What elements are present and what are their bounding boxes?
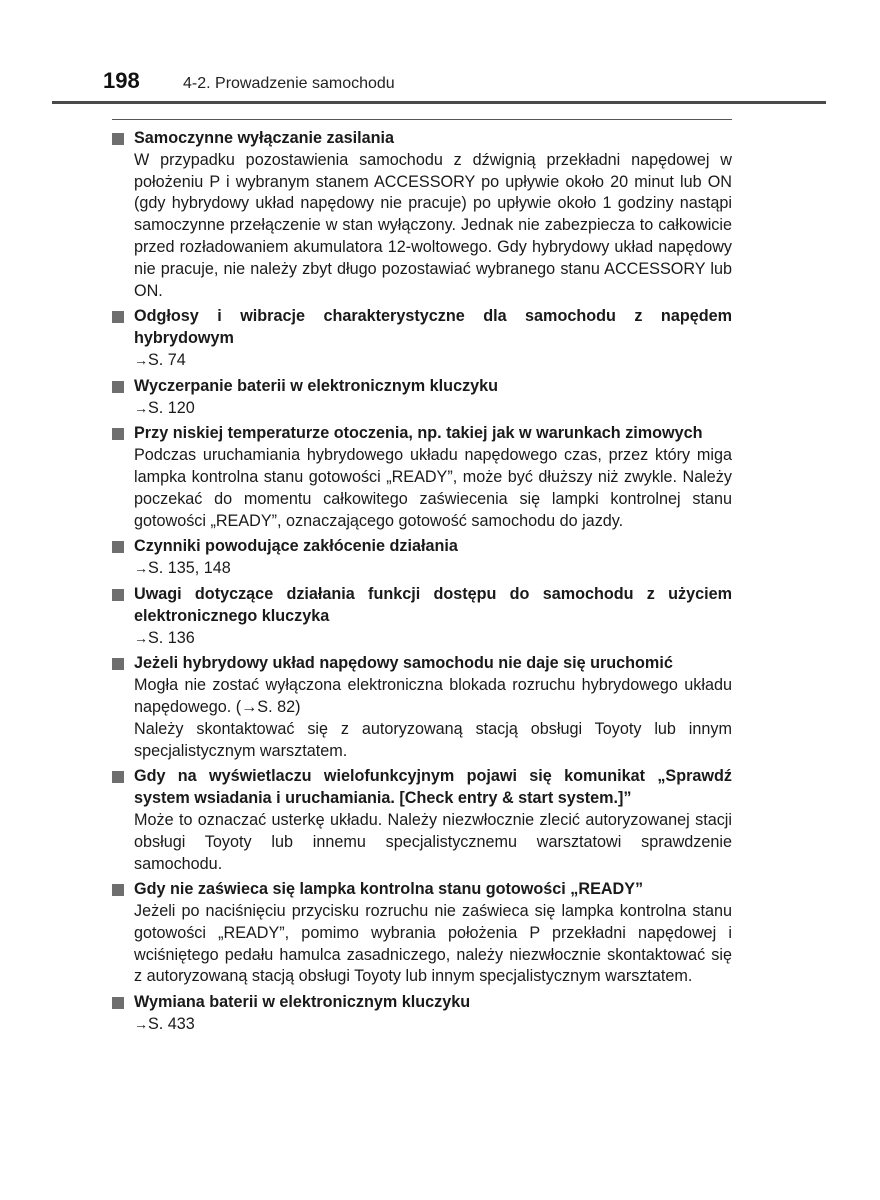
- item-heading: [112, 376, 732, 398]
- square-bullet-icon: [112, 428, 124, 440]
- right-arrow-icon: →: [134, 629, 148, 646]
- item-heading: [112, 584, 732, 628]
- page-number: 198: [103, 68, 140, 93]
- item-heading: [112, 992, 732, 1014]
- reference-text: S. 136: [148, 628, 195, 647]
- item-title: Jeżeli hybrydowy układ napędowy samochodu nie daje się uruchomić: [134, 654, 673, 673]
- square-bullet-icon: [112, 381, 124, 393]
- item-body: [134, 810, 732, 875]
- item-title: Wyczerpanie baterii w elektronicznym kluczyku: [134, 376, 499, 395]
- content-divider: [112, 119, 732, 120]
- section-item: [112, 992, 732, 1036]
- item-title: Uwagi dotyczące działania funkcji dostępu do samochodu z użyciem elektronicznego kluczyka: [134, 584, 732, 625]
- body-paragraph: Może to oznaczać usterkę układu. Należy niezwłocznie zlecić autoryzowanej stacji obsługi Toyoty lub innemu specjalistycznemu warsztatowi sprawdzenie samochodu.: [134, 810, 732, 873]
- item-title: Samoczynne wyłączanie zasilania: [134, 129, 395, 147]
- item-title: Gdy nie zaświeca się lampka kontrolna stanu gotowości „READY”: [134, 880, 644, 899]
- item-title: Przy niskiej temperaturze otoczenia, np. takiej jak w warunkach zimowych: [134, 424, 703, 443]
- item-heading: [112, 306, 732, 350]
- page-header: [0, 0, 880, 104]
- page-reference: [134, 350, 732, 372]
- item-body: [134, 445, 732, 532]
- reference-text: S. 135, 148: [148, 559, 231, 578]
- section-item: [112, 128, 732, 302]
- section-item: [112, 653, 732, 762]
- square-bullet-icon: [112, 541, 124, 553]
- item-body: [134, 901, 732, 988]
- square-bullet-icon: [112, 589, 124, 601]
- page-reference: [134, 1014, 732, 1036]
- body-paragraph: Jeżeli po naciśnięciu przycisku rozruchu nie zaświeca się lampka kontrolna stanu gotowości „READY”, pomimo wybrania położenia P przekładni napędowej i wciśniętego pedału hamulca zasadniczego, należy niezwłocznie skontaktować się z autoryzowaną stacją obsługi Toyoty lub innym specjalistycznym warsztatem.: [134, 902, 732, 986]
- body-paragraph: Podczas uruchamiania hybrydowego układu napędowego czas, przez który miga lampka kontrolna stanu gotowości „READY”, może być dłuższy niż zwykle. Należy poczekać do momentu całkowitego zaświecenia się lampki kontrolnej stanu gotowości „READY”, oznaczającego gotowość samochodu do jazdy.: [134, 446, 732, 530]
- reference-text: S. 74: [148, 350, 186, 369]
- section-item: [112, 879, 732, 988]
- item-heading: [112, 536, 732, 558]
- item-heading: [112, 879, 732, 901]
- square-bullet-icon: [112, 311, 124, 323]
- item-heading: [112, 653, 732, 675]
- item-body: [134, 675, 732, 762]
- right-arrow-icon: →: [134, 399, 148, 416]
- item-title: Gdy na wyświetlaczu wielofunkcyjnym pojawi się komunikat „Sprawdź system wsiadania i uruchamiania. [Check entry & start system.]”: [134, 767, 732, 808]
- page-content: [112, 128, 732, 1040]
- section-item: [112, 766, 732, 875]
- item-body: [134, 150, 732, 303]
- section-item: [112, 376, 732, 420]
- item-title: Czynniki powodujące zakłócenie działania: [134, 537, 458, 556]
- right-arrow-icon: →: [134, 1016, 148, 1033]
- page-reference: [134, 628, 732, 650]
- reference-text: S. 433: [148, 1015, 195, 1034]
- right-arrow-icon: →: [134, 351, 148, 368]
- item-heading: [112, 128, 732, 150]
- item-title: Wymiana baterii w elektronicznym kluczyku: [134, 993, 471, 1012]
- right-arrow-icon: →: [134, 560, 148, 577]
- item-heading: [112, 766, 732, 810]
- reference-text: S. 120: [148, 398, 195, 417]
- item-heading: [112, 423, 732, 445]
- body-paragraph: W przypadku pozostawienia samochodu z dźwignią przekładni napędowej w położeniu P i wybranym stanem ACCESSORY po upływie około 20 minut lub ON (gdy hybrydowy układ napędowy nie pracuje) po upływie około 1 godziny nastąpi samoczynne przełączenie w stan wyłączony. Jednak nie zabezpiecza to całkowicie przed rozładowaniem akumulatora 12-woltowego. Gdy hybrydowy układ napędowy nie pracuje, nie należy zbyt długo pozostawiać wybranego stanu ACCESSORY lub ON.: [134, 150, 732, 300]
- square-bullet-icon: [112, 658, 124, 670]
- page-reference: [134, 398, 732, 420]
- header-divider: [52, 101, 826, 104]
- section-item: [112, 584, 732, 649]
- section-item: [112, 306, 732, 371]
- body-paragraph: Należy skontaktować się z autoryzowaną stacją obsługi Toyoty lub innym specjalistycznym warsztatem.: [134, 719, 732, 760]
- section-item: [112, 536, 732, 580]
- square-bullet-icon: [112, 771, 124, 783]
- section-title: 4-2. Prowadzenie samochodu: [183, 75, 395, 92]
- body-paragraph: Mogła nie zostać wyłączona elektroniczna blokada rozruchu hybrydowego układu napędowego. (→S. 82): [134, 676, 732, 716]
- section-item: [112, 423, 732, 532]
- item-title: Odgłosy i wibracje charakterystyczne dla samochodu z napędem hybrydowym: [134, 307, 732, 348]
- page-reference: [134, 558, 732, 580]
- square-bullet-icon: [112, 133, 124, 145]
- square-bullet-icon: [112, 997, 124, 1009]
- square-bullet-icon: [112, 884, 124, 896]
